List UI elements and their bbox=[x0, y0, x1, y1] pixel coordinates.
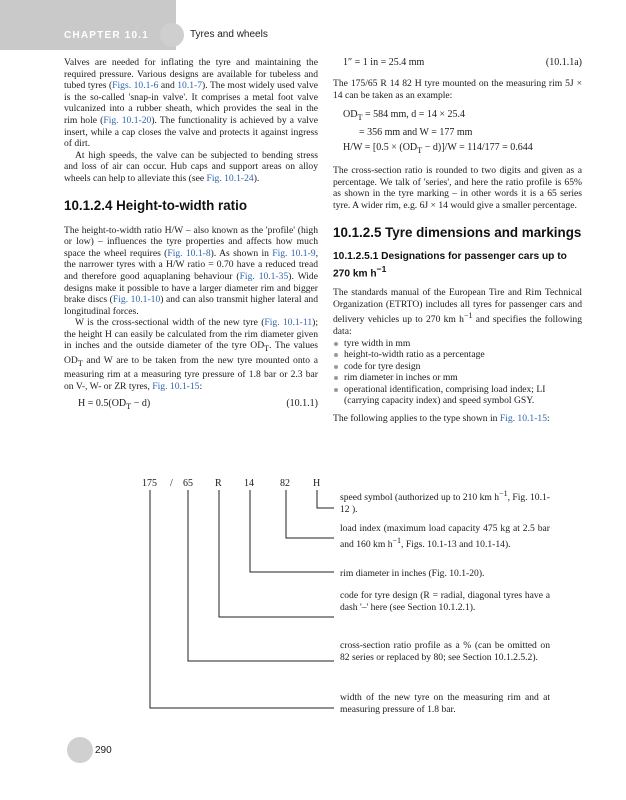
desc-rim-diameter: rim diameter in inches (Fig. 10.1-20). bbox=[340, 568, 485, 579]
page-number-circle bbox=[67, 737, 93, 763]
figure-link[interactable]: Fig. 10.1-15 bbox=[152, 381, 200, 393]
figure-link[interactable]: Fig. 10.1-9 bbox=[272, 247, 316, 259]
paragraph-ratio: The height-to-width ratio H/W – also known as the 'profile' (high or low) – influences the tyre properties and affects how much space the wheel requires (Fig. 10.1-8). As shown in Fig. 10.1-9, the narrower tyres with a H/W ratio = 0.70 have a reduced tread and therefore good aquaplaning behaviour (Fig. 10.1-35). Wide designs make it possible to have a larger diameter rim and bigger brake discs (Fig. 10.1-10) and can also transmit higher lateral and longitudinal forces. bbox=[64, 224, 318, 317]
figure-link[interactable]: Fig. 10.1-35 bbox=[239, 270, 289, 282]
marking-width: 175 bbox=[142, 478, 157, 489]
marking-slash: / bbox=[170, 478, 173, 489]
list-item: operational identification, comprising load index; LI (carrying capacity index) and speed symbol GSY. bbox=[333, 384, 582, 407]
leader-load bbox=[286, 490, 334, 538]
marking-design: R bbox=[215, 478, 222, 489]
section-heading-height-width: 10.1.2.4 Height-to-width ratio bbox=[64, 197, 248, 213]
paragraph-valves: Valves are needed for inflating the tyre and maintaining the required pressure. Various designs are available for tubeless and tubed tyres (Figs. 10.1-6 and 10.1-7). The most widely used valve is the so-called 'snap-in valve'. It comprises a metal foot valve vulcanized into a rubber sheath, which provides the seal in the rim hole (Fig. 10.1-20). The functionality is achieved by a valve insert, while a cap closes the valve and protects it against ingress of dirt. bbox=[64, 57, 318, 150]
figure-link[interactable]: 10.1-7 bbox=[177, 80, 203, 92]
chapter-label: CHAPTER 10.1 bbox=[64, 30, 149, 41]
data-list bbox=[333, 338, 582, 408]
leader-ratio bbox=[188, 490, 334, 661]
list-item: height-to-width ratio as a percentage bbox=[333, 349, 582, 361]
list-item: tyre width in mm bbox=[333, 338, 582, 350]
paragraph-applies: The following applies to the type shown in Fig. 10.1-15: bbox=[333, 413, 550, 425]
marking-load: 82 bbox=[280, 478, 290, 489]
figure-link[interactable]: Fig. 10.1-24 bbox=[206, 172, 254, 184]
leader-design bbox=[219, 490, 334, 617]
figure-link[interactable]: Figs. 10.1-6 bbox=[112, 80, 159, 92]
equation-10-1-1: $H = 0.5(OD_T - d)$ (10.1.1) bbox=[78, 397, 318, 411]
equation-10-1-1a: 1″ = 1 in = 25.4 mm (10.1.1a) bbox=[343, 57, 582, 68]
tyre-marking-diagram bbox=[64, 474, 584, 734]
desc-speed-symbol: speed symbol (authorized up to 210 km $h^{-1}$, Fig. 10.1-12 ). bbox=[340, 489, 550, 515]
running-title: Tyres and wheels bbox=[190, 29, 268, 40]
figure-link[interactable]: Fig. 10.1-20 bbox=[103, 114, 152, 126]
leader-rim bbox=[250, 490, 334, 572]
header-circle bbox=[160, 23, 184, 47]
marking-rim: 14 bbox=[244, 478, 254, 489]
paragraph-series: The cross-section ratio is rounded to two digits and given as a percentage. We talk of 'series', and here the ratio profile is 65% as shown in the tyre marking – in other words it is a 65 series tyre. A wider rim, e.g. 6J × 14 would give a smaller percentage. bbox=[333, 165, 582, 211]
desc-tyre-design: code for tyre design (R = radial, diagonal tyres have a dash '–' here (see Section 10.1.2.1). bbox=[340, 590, 550, 613]
figure-link[interactable]: Fig. 10.1-15 bbox=[499, 413, 547, 425]
list-item: rim diameter in inches or mm bbox=[333, 372, 582, 384]
list-item: code for tyre design bbox=[333, 361, 582, 373]
paragraph-etrto: The standards manual of the European Tire and Rim Technical Organization (ETRTO) includes all tyres for passenger cars and delivery vehicles up to 270 km $h^{-1}$ and specifies the following data: bbox=[333, 286, 582, 337]
left-column bbox=[64, 57, 318, 411]
section-heading-dimensions: 10.1.2.5 Tyre dimensions and markings bbox=[333, 224, 582, 240]
paragraph-example: The 175/65 R 14 82 H tyre mounted on the measuring rim 5J × 14 can be taken as an example: bbox=[333, 78, 582, 101]
calculation-block: $OD_T = 584$ mm, d = 14 × 25.4 = 356 mm and W = 177 mm $H/W = [0.5 \times (OD_T - d)]/W = 114/177 = 0.644$ bbox=[343, 109, 533, 156]
desc-cross-section: cross-section ratio profile as a % (can be omitted on 82 series or replaced by 80; see Section 10.1.2.5.2). bbox=[340, 640, 550, 663]
leader-width bbox=[150, 490, 334, 708]
page-number: 290 bbox=[95, 745, 112, 756]
equation-number: (10.1.1) bbox=[286, 397, 318, 409]
desc-load-index: load index (maximum load capacity 475 kg at 2.5 bar and 160 km $h^{-1}$, Figs. 10.1-13 and 10.1-14). bbox=[340, 523, 550, 550]
equation-number: (10.1.1a) bbox=[545, 57, 582, 68]
page-header bbox=[0, 0, 626, 50]
figure-link[interactable]: Fig. 10.1-8 bbox=[167, 247, 211, 259]
subsection-heading-designations: 10.1.2.5.1 Designations for passenger cars up to 270 km $h^{-1}$ bbox=[333, 250, 567, 280]
marking-speed: H bbox=[313, 478, 321, 489]
marking-ratio: 65 bbox=[183, 478, 193, 489]
figure-link[interactable]: Fig. 10.1-11 bbox=[264, 317, 313, 329]
desc-tyre-width: width of the new tyre on the measuring rim and at measuring pressure of 1.8 bar. bbox=[340, 692, 550, 715]
paragraph-width: W is the cross-sectional width of the new tyre (Fig. 10.1-11); the height H can easily be calculated from the rim diameter given in inches and the outside diameter of the tyre $OD_T$. The values $OD_T$ and W are to be taken from the new tyre mounted onto a measuring rim at a measuring tyre pressure of 1.8 bar or 2.3 bar on V-, W- or ZR tyres, Fig. 10.1-15: bbox=[64, 317, 318, 393]
paragraph-high-speeds: At high speeds, the valve can be subjected to bending stress and loss of air can occur. Hub caps and support areas on alloy wheels can help to alleviate this (see Fig. 10.1-24). bbox=[64, 149, 318, 184]
header-band bbox=[0, 0, 176, 50]
leader-speed bbox=[317, 490, 334, 508]
right-column bbox=[333, 57, 582, 425]
figure-link[interactable]: Fig. 10.1-10 bbox=[112, 294, 161, 306]
